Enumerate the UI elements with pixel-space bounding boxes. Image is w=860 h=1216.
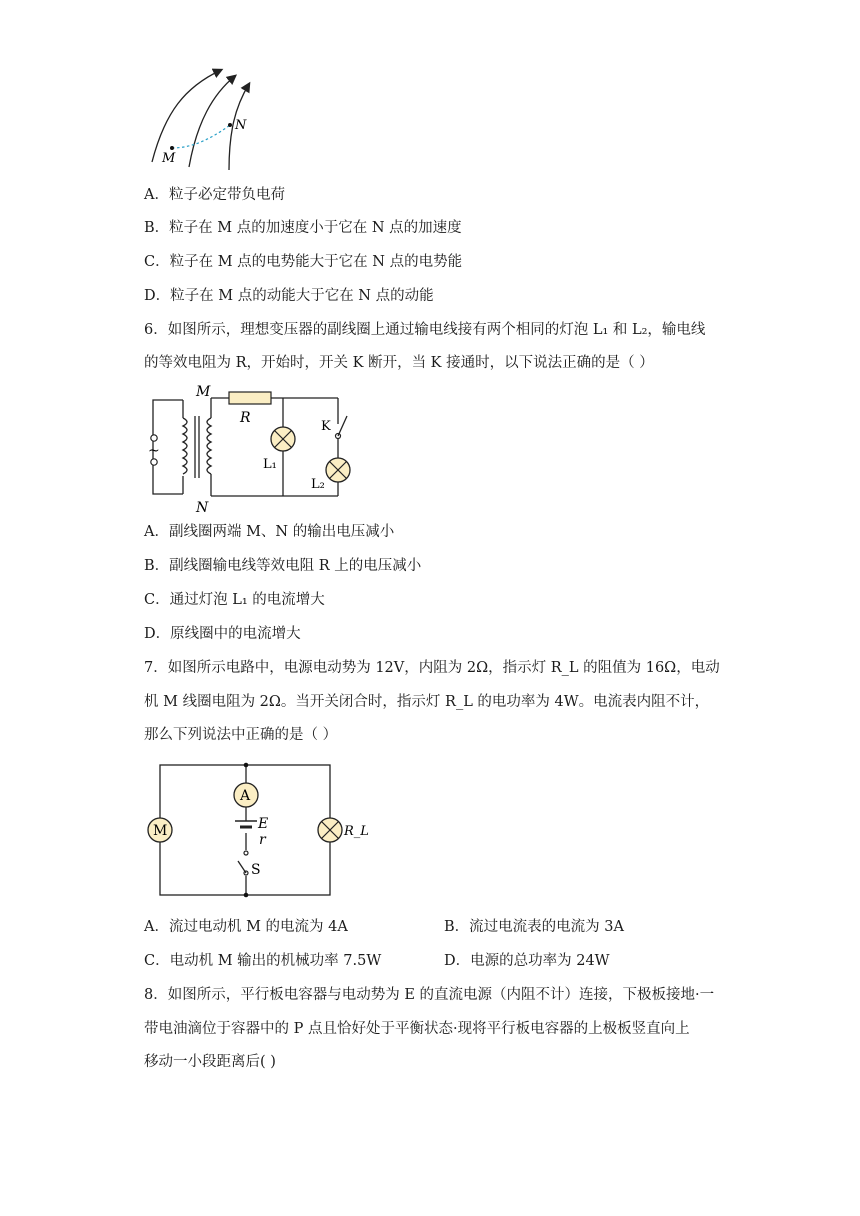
switch-s-icon	[238, 851, 248, 875]
q6-option-d: D．原线圈中的电流增大	[144, 626, 301, 642]
label-r: r	[259, 832, 266, 848]
label-m: M	[162, 151, 176, 166]
field-lines-figure	[145, 62, 265, 172]
q8-stem-line-2: 带电油滴位于容器中的 P 点且恰好处于平衡状态·现将平行板电容器的上极板竖直向上	[144, 1021, 690, 1037]
q6-option-a: A．副线圈两端 M、N 的输出电压减小	[144, 524, 395, 540]
label-e: E	[258, 816, 269, 832]
lamp-l1-icon	[271, 427, 295, 451]
q5-option-d: D．粒子在 M 点的动能大于它在 N 点的动能	[144, 288, 434, 304]
indicator-lamp-icon	[318, 818, 342, 842]
switch-k-icon	[336, 416, 348, 439]
field-line-2	[189, 76, 235, 167]
q5-option-b: B．粒子在 M 点的加速度小于它在 N 点的加速度	[144, 220, 462, 236]
primary-coil	[183, 418, 187, 474]
q7-option-c: C．电动机 M 输出的机械功率 7.5W	[144, 953, 382, 969]
label-s: S	[251, 862, 261, 878]
label-rl: R_L	[344, 824, 369, 839]
q6-option-b: B．副线圈输电线等效电阻 R 上的电压减小	[144, 558, 422, 574]
label-r: R	[240, 410, 251, 426]
q5-option-c: C．粒子在 M 点的电势能大于它在 N 点的电势能	[144, 254, 463, 270]
label-m: M	[196, 384, 211, 400]
transformer-circuit-figure	[145, 384, 365, 514]
q7-stem-line-2: 机 M 线圈电阻为 2Ω。当开关闭合时，指示灯 R_L 的电功率为 4W。电流表内阻不计，	[144, 694, 710, 710]
point-m	[170, 146, 174, 150]
q8-stem-line-3: 移动一小段距离后( )	[144, 1054, 276, 1070]
q6-stem-line-2: 的等效电阻为 R，开始时，开关 K 断开，当 K 接通时，以下说法正确的是（ ）	[144, 355, 654, 371]
point-n	[228, 123, 232, 127]
battery-icon	[235, 821, 257, 827]
label-k: K	[321, 419, 331, 434]
motor-circuit-figure	[145, 760, 375, 900]
resistor-r	[229, 392, 271, 404]
q7-option-a: A．流过电动机 M 的电流为 4A	[144, 919, 348, 935]
q7-option-b: B．流过电流表的电流为 3A	[444, 919, 624, 935]
label-l2: L₂	[311, 477, 325, 492]
q8-stem-line-1: 8．如图所示，平行板电容器与电动势为 E 的直流电源（内阻不计）连接，下极板接地·一	[144, 987, 715, 1003]
q6-option-c: C．通过灯泡 L₁ 的电流增大	[144, 592, 325, 608]
q5-option-a: A．粒子必定带负电荷	[144, 187, 285, 203]
lamp-l2-icon	[326, 458, 350, 482]
field-line-1	[152, 70, 221, 162]
label-ammeter: A	[240, 788, 251, 804]
q7-option-d: D．电源的总功率为 24W	[444, 953, 610, 969]
q7-stem-line-1: 7．如图所示电路中，电源电动势为 12V，内阻为 2Ω，指示灯 R_L 的阻值为 16Ω，电动	[144, 660, 720, 676]
q7-stem-line-3: 那么下列说法中正确的是（ ）	[144, 727, 338, 743]
label-n: N	[235, 118, 247, 133]
label-n: N	[196, 500, 209, 516]
q6-stem-line-1: 6．如图所示，理想变压器的副线圈上通过输电线接有两个相同的灯泡 L₁ 和 L₂，输电线	[144, 322, 706, 338]
secondary-coil	[207, 418, 211, 474]
label-l1: L₁	[263, 457, 277, 472]
label-motor: M	[153, 823, 168, 839]
ac-source-icon: ~	[148, 443, 160, 459]
particle-path	[172, 125, 230, 148]
